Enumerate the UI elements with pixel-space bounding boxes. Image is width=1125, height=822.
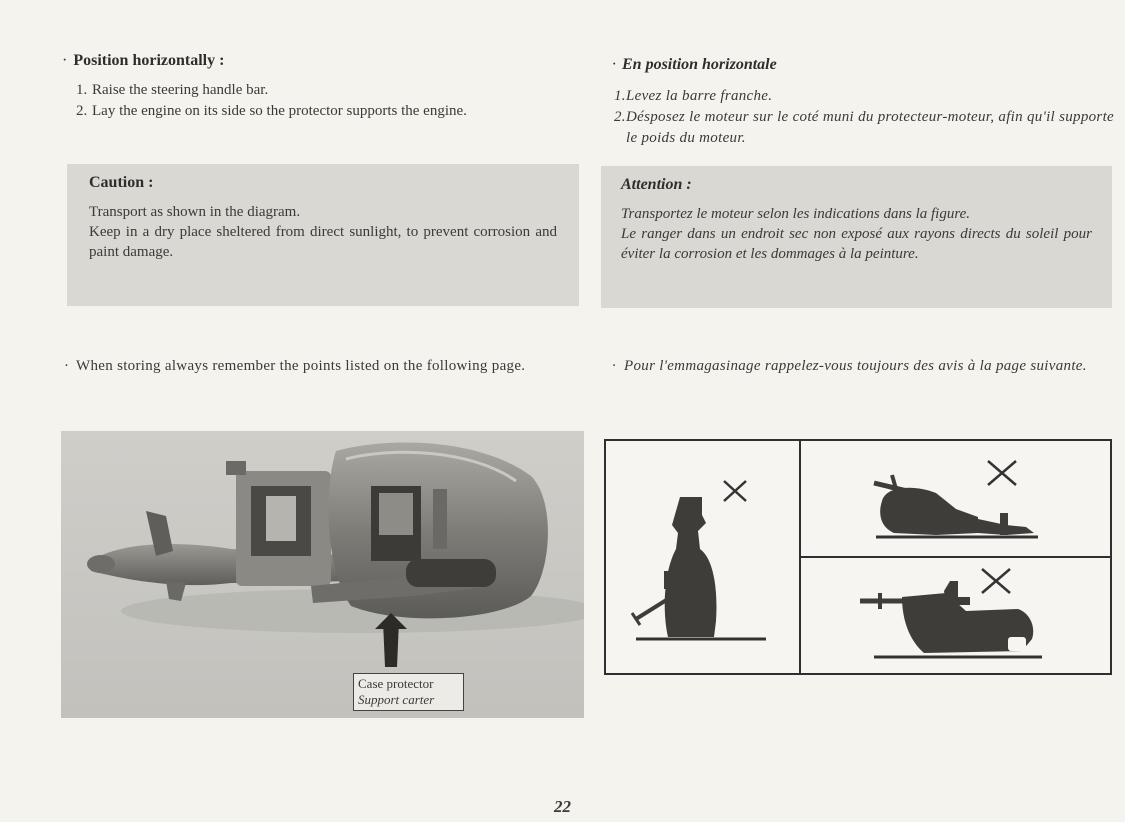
steps-list bbox=[62, 80, 574, 122]
page-number: 22 bbox=[554, 797, 571, 816]
step-item: 2. Lay the engine on its side so the protector supports the engine. bbox=[76, 103, 467, 119]
position-heading: · Position horizontally : bbox=[62, 52, 225, 69]
attention-title: Attention : bbox=[621, 176, 692, 193]
incorrect-upside-engine-icon bbox=[860, 569, 1042, 657]
step-item: 1. Levez la barre franche. bbox=[614, 88, 773, 104]
transport-positions-illustration bbox=[606, 441, 1110, 673]
step-item: 2. Désposez le moteur sur le coté muni du protecteur-moteur, afin qu'il supporte le poids du moteur. bbox=[614, 109, 1114, 146]
transport-diagram bbox=[604, 439, 1112, 675]
engine-illustration bbox=[61, 431, 584, 718]
engine-photo bbox=[61, 431, 584, 718]
attention-text: Transportez le moteur selon les indications dans la figure. Le ranger dans un endroit sec non exposé aux rayons directs du soleil pour éviter la corrosion et les dommages à la peinture. bbox=[621, 206, 1092, 262]
attention-box bbox=[601, 166, 1112, 308]
position-heading-fr: · En position horizontale bbox=[612, 56, 777, 73]
caution-title: Caution : bbox=[89, 174, 154, 191]
step-item: 1. Raise the steering handle bar. bbox=[76, 82, 269, 98]
caution-box bbox=[67, 164, 579, 306]
upright-engine-icon bbox=[632, 481, 766, 639]
incorrect-side-engine-icon bbox=[874, 461, 1038, 537]
case-protector-label: Case protector Support carter bbox=[353, 673, 464, 711]
steps-list-fr bbox=[604, 86, 1114, 149]
caution-text: Transport as shown in the diagram. Keep in a dry place sheltered from direct sunlight, to prevent corrosion and paint damage. bbox=[89, 204, 557, 260]
storing-note: · When storing always remember the points listed on the following page. bbox=[64, 358, 526, 374]
storing-note-fr: · Pour l'emmagasinage rappelez-vous toujours des avis à la page suivante. bbox=[612, 358, 1087, 374]
